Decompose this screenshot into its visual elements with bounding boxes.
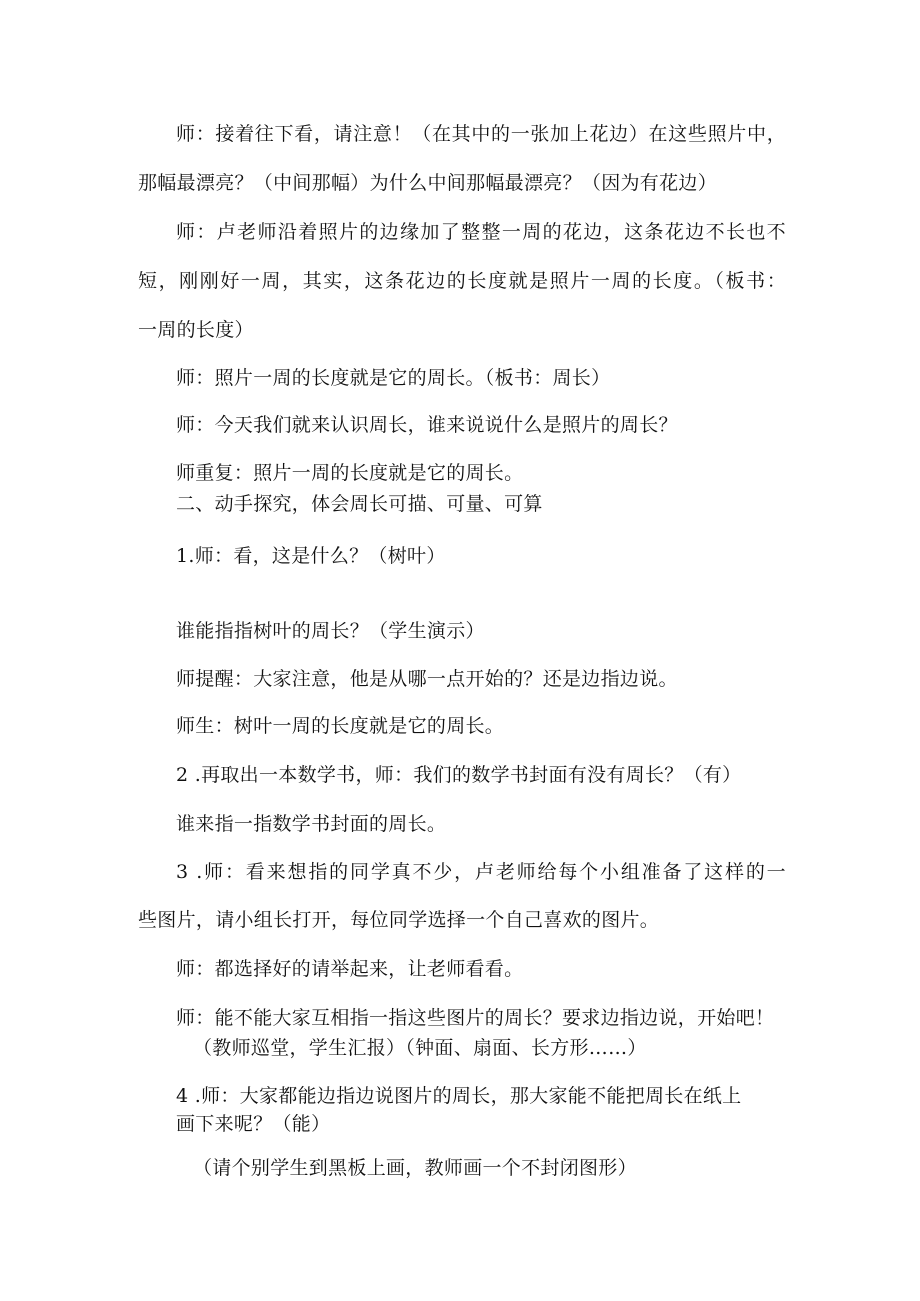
paragraph-13: 师：都选择好的请举起来，让老师看看。	[176, 958, 524, 980]
paragraph-7: 谁能指指树叶的周长？（学生演示）	[176, 620, 485, 642]
paragraph-14-line-1: 师：能不能大家互相指一指这些图片的周长？要求边指边说，开始吧！	[176, 1007, 775, 1029]
paragraph-6: 1.师：看，这是什么？（树叶）	[176, 545, 446, 567]
paragraph-10: 2 .再取出一本数学书，师：我们的数学书封面有没有周长？（有）	[176, 764, 742, 786]
paragraph-2-line-1: 师：卢老师沿着照片的边缘加了整整一周的花边，这条花边不长也不	[176, 221, 786, 243]
paragraph-12-line-1: 3 .师：看来想指的同学真不少，卢老师给每个小组准备了这样的一	[176, 861, 786, 883]
paragraph-14-line-2: （教师巡堂，学生汇报）（钟面、扇面、长方形……）	[193, 1037, 647, 1059]
paragraph-3: 师：照片一周的长度就是它的周长。（板书：周长）	[176, 367, 611, 389]
paragraph-5: 师重复：照片一周的长度就是它的周长。	[176, 462, 524, 484]
paragraph-8: 师提醒：大家注意，他是从哪一点开始的？还是边指边说。	[176, 668, 678, 690]
paragraph-12-line-2: 些图片，请小组长打开，每位同学选择一个自己喜欢的图片。	[138, 909, 660, 931]
section-heading: 二、动手探究，体会周长可描、可量、可算	[176, 493, 543, 515]
paragraph-16: （请个别学生到黑板上画，教师画一个不封闭图形）	[193, 1157, 637, 1179]
paragraph-2-line-2: 短，刚刚好一周，其实，这条花边的长度就是照片一周的长度。（板书：	[138, 270, 786, 292]
paragraph-1-line-2: 那幅最漂亮？（中间那幅）为什么中间那幅最漂亮？（因为有花边）	[138, 172, 718, 194]
paragraph-2-line-3: 一周的长度）	[138, 319, 254, 341]
paragraph-15-line-1: 4 .师：大家都能边指边说图片的周长，那大家能不能把周长在纸上	[176, 1085, 742, 1107]
paragraph-4: 师：今天我们就来认识周长，谁来说说什么是照片的周长？	[176, 414, 678, 436]
paragraph-1-line-1: 师：接着往下看，请注意！（在其中的一张加上花边）在这些照片中，	[176, 123, 786, 145]
paragraph-9: 师生：树叶一周的长度就是它的周长。	[176, 715, 505, 737]
paragraph-15-line-2: 画下来呢？（能）	[176, 1113, 331, 1135]
paragraph-11: 谁来指一指数学书封面的周长。	[176, 813, 447, 835]
